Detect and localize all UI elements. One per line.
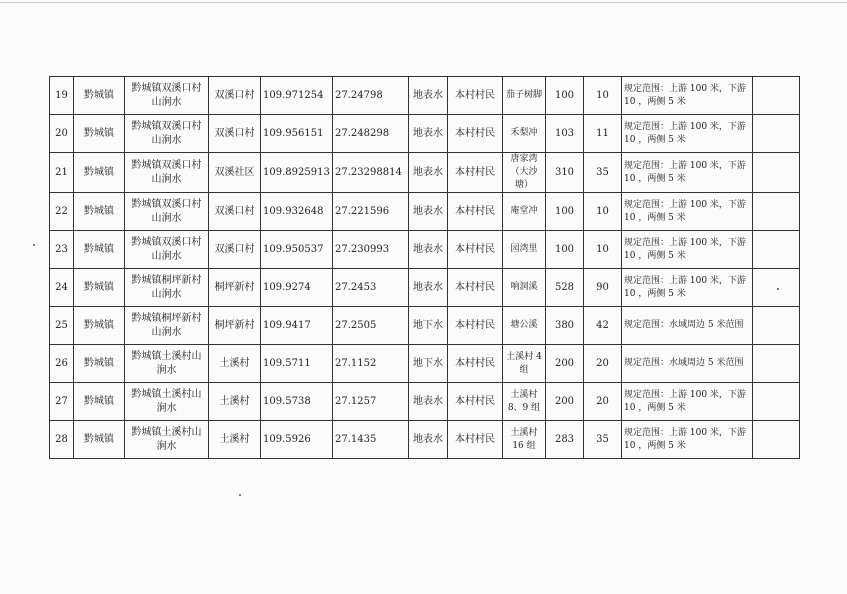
water-source-table	[49, 76, 800, 459]
scan-speck	[239, 494, 241, 496]
empty-cell	[753, 231, 800, 269]
row-number: 19	[50, 77, 74, 115]
latitude-cell: 27.230993	[333, 231, 409, 269]
village-cell: 双溪社区	[209, 153, 261, 193]
town-cell: 黔城镇	[74, 345, 125, 383]
table-row	[50, 421, 800, 459]
location-cell: 土溪村 4 组	[503, 345, 546, 383]
water-type-cell: 地表水	[409, 77, 448, 115]
village-cell: 桐坪新村	[209, 307, 261, 345]
location-cell: 土溪村 8、9 组	[503, 383, 546, 421]
village-cell: 土溪村	[209, 421, 261, 459]
protection-scope-cell: 规定范围：上游 100 米，下游 10 ，两侧 5 米	[622, 115, 753, 153]
village-cell: 桐坪新村	[209, 269, 261, 307]
supply-volume-cell: 35	[584, 153, 622, 193]
water-type-cell: 地下水	[409, 307, 448, 345]
longitude-cell: 109.9274	[261, 269, 333, 307]
supply-volume-cell: 11	[584, 115, 622, 153]
latitude-cell: 27.2453	[333, 269, 409, 307]
population-cell: 200	[546, 383, 584, 421]
table-row	[50, 115, 800, 153]
protection-scope-cell: 规定范围：水域周边 5 米范围	[622, 307, 753, 345]
town-cell: 黔城镇	[74, 193, 125, 231]
longitude-cell: 109.956151	[261, 115, 333, 153]
longitude-cell: 109.971254	[261, 77, 333, 115]
empty-cell	[753, 269, 800, 307]
users-cell: 本村村民	[448, 421, 503, 459]
source-name-cell: 黔城镇双溪口村山涧水	[125, 231, 209, 269]
location-cell: 塘公溪	[503, 307, 546, 345]
latitude-cell: 27.23298814	[333, 153, 409, 193]
scan-speck	[777, 288, 779, 290]
protection-scope-cell: 规定范围：上游 100 米，下游 10 ，两侧 5 米	[622, 421, 753, 459]
water-type-cell: 地表水	[409, 153, 448, 193]
population-cell: 528	[546, 269, 584, 307]
population-cell: 283	[546, 421, 584, 459]
population-cell: 103	[546, 115, 584, 153]
protection-scope-cell: 规定范围：上游 100 米，下游 10 ，两侧 5 米	[622, 269, 753, 307]
users-cell: 本村村民	[448, 77, 503, 115]
latitude-cell: 27.1435	[333, 421, 409, 459]
source-name-cell: 黔城镇土溪村山涧水	[125, 345, 209, 383]
empty-cell	[753, 153, 800, 193]
row-number: 26	[50, 345, 74, 383]
protection-scope-cell: 规定范围：水域周边 5 米范围	[622, 345, 753, 383]
empty-cell	[753, 421, 800, 459]
village-cell: 双溪口村	[209, 77, 261, 115]
users-cell: 本村村民	[448, 193, 503, 231]
source-name-cell: 黔城镇桐坪新村山涧水	[125, 269, 209, 307]
scan-speck	[33, 244, 35, 246]
population-cell: 100	[546, 77, 584, 115]
supply-volume-cell: 10	[584, 77, 622, 115]
row-number: 25	[50, 307, 74, 345]
table-row	[50, 345, 800, 383]
longitude-cell: 109.5711	[261, 345, 333, 383]
village-cell: 双溪口村	[209, 231, 261, 269]
village-cell: 双溪口村	[209, 115, 261, 153]
source-name-cell: 黔城镇双溪口村山涧水	[125, 153, 209, 193]
population-cell: 100	[546, 231, 584, 269]
row-number: 28	[50, 421, 74, 459]
water-type-cell: 地表水	[409, 115, 448, 153]
table-row	[50, 383, 800, 421]
latitude-cell: 27.2505	[333, 307, 409, 345]
table-row	[50, 269, 800, 307]
source-name-cell: 黔城镇双溪口村山涧水	[125, 115, 209, 153]
table-row	[50, 77, 800, 115]
town-cell: 黔城镇	[74, 77, 125, 115]
longitude-cell: 109.9417	[261, 307, 333, 345]
latitude-cell: 27.221596	[333, 193, 409, 231]
water-type-cell: 地表水	[409, 193, 448, 231]
village-cell: 土溪村	[209, 345, 261, 383]
town-cell: 黔城镇	[74, 153, 125, 193]
page-edge-line	[0, 2, 847, 3]
town-cell: 黔城镇	[74, 421, 125, 459]
protection-scope-cell: 规定范围：上游 100 米，下游 10 ，两侧 5 米	[622, 153, 753, 193]
longitude-cell: 109.5738	[261, 383, 333, 421]
users-cell: 本村村民	[448, 345, 503, 383]
table-row	[50, 153, 800, 193]
row-number: 20	[50, 115, 74, 153]
users-cell: 本村村民	[448, 153, 503, 193]
empty-cell	[753, 345, 800, 383]
location-cell: 庵堂冲	[503, 193, 546, 231]
table-row	[50, 307, 800, 345]
latitude-cell: 27.24798	[333, 77, 409, 115]
longitude-cell: 109.5926	[261, 421, 333, 459]
town-cell: 黔城镇	[74, 269, 125, 307]
supply-volume-cell: 90	[584, 269, 622, 307]
protection-scope-cell: 规定范围：上游 100 米，下游 10 ，两侧 5 米	[622, 383, 753, 421]
water-type-cell: 地表水	[409, 231, 448, 269]
latitude-cell: 27.1257	[333, 383, 409, 421]
location-cell: 园湾里	[503, 231, 546, 269]
location-cell: 禾梨冲	[503, 115, 546, 153]
longitude-cell: 109.932648	[261, 193, 333, 231]
table-row	[50, 231, 800, 269]
supply-volume-cell: 35	[584, 421, 622, 459]
empty-cell	[753, 383, 800, 421]
town-cell: 黔城镇	[74, 115, 125, 153]
table-row	[50, 193, 800, 231]
protection-scope-cell: 规定范围：上游 100 米，下游 10 ，两侧 5 米	[622, 231, 753, 269]
town-cell: 黔城镇	[74, 383, 125, 421]
latitude-cell: 27.248298	[333, 115, 409, 153]
users-cell: 本村村民	[448, 307, 503, 345]
village-cell: 双溪口村	[209, 193, 261, 231]
water-type-cell: 地下水	[409, 345, 448, 383]
empty-cell	[753, 193, 800, 231]
population-cell: 100	[546, 193, 584, 231]
population-cell: 200	[546, 345, 584, 383]
location-cell: 土溪村 16 组	[503, 421, 546, 459]
users-cell: 本村村民	[448, 231, 503, 269]
population-cell: 310	[546, 153, 584, 193]
town-cell: 黔城镇	[74, 307, 125, 345]
empty-cell	[753, 77, 800, 115]
row-number: 21	[50, 153, 74, 193]
location-cell: 唐家湾（大沙塘）	[503, 153, 546, 193]
users-cell: 本村村民	[448, 269, 503, 307]
water-type-cell: 地表水	[409, 383, 448, 421]
supply-volume-cell: 20	[584, 383, 622, 421]
supply-volume-cell: 10	[584, 193, 622, 231]
latitude-cell: 27.1152	[333, 345, 409, 383]
row-number: 27	[50, 383, 74, 421]
protection-scope-cell: 规定范围：上游 100 米，下游 10 ，两侧 5 米	[622, 77, 753, 115]
source-name-cell: 黔城镇土溪村山涧水	[125, 383, 209, 421]
longitude-cell: 109.950537	[261, 231, 333, 269]
source-name-cell: 黔城镇桐坪新村山涧水	[125, 307, 209, 345]
empty-cell	[753, 307, 800, 345]
row-number: 24	[50, 269, 74, 307]
supply-volume-cell: 42	[584, 307, 622, 345]
village-cell: 土溪村	[209, 383, 261, 421]
row-number: 23	[50, 231, 74, 269]
users-cell: 本村村民	[448, 115, 503, 153]
water-type-cell: 地表水	[409, 269, 448, 307]
empty-cell	[753, 115, 800, 153]
source-name-cell: 黔城镇双溪口村山涧水	[125, 77, 209, 115]
location-cell: 响洞溪	[503, 269, 546, 307]
supply-volume-cell: 10	[584, 231, 622, 269]
population-cell: 380	[546, 307, 584, 345]
users-cell: 本村村民	[448, 383, 503, 421]
longitude-cell: 109.8925913	[261, 153, 333, 193]
protection-scope-cell: 规定范围：上游 100 米，下游 10 ，两侧 5 米	[622, 193, 753, 231]
supply-volume-cell: 20	[584, 345, 622, 383]
town-cell: 黔城镇	[74, 231, 125, 269]
water-type-cell: 地表水	[409, 421, 448, 459]
row-number: 22	[50, 193, 74, 231]
location-cell: 茄子树脚	[503, 77, 546, 115]
source-name-cell: 黔城镇土溪村山涧水	[125, 421, 209, 459]
source-name-cell: 黔城镇双溪口村山涧水	[125, 193, 209, 231]
